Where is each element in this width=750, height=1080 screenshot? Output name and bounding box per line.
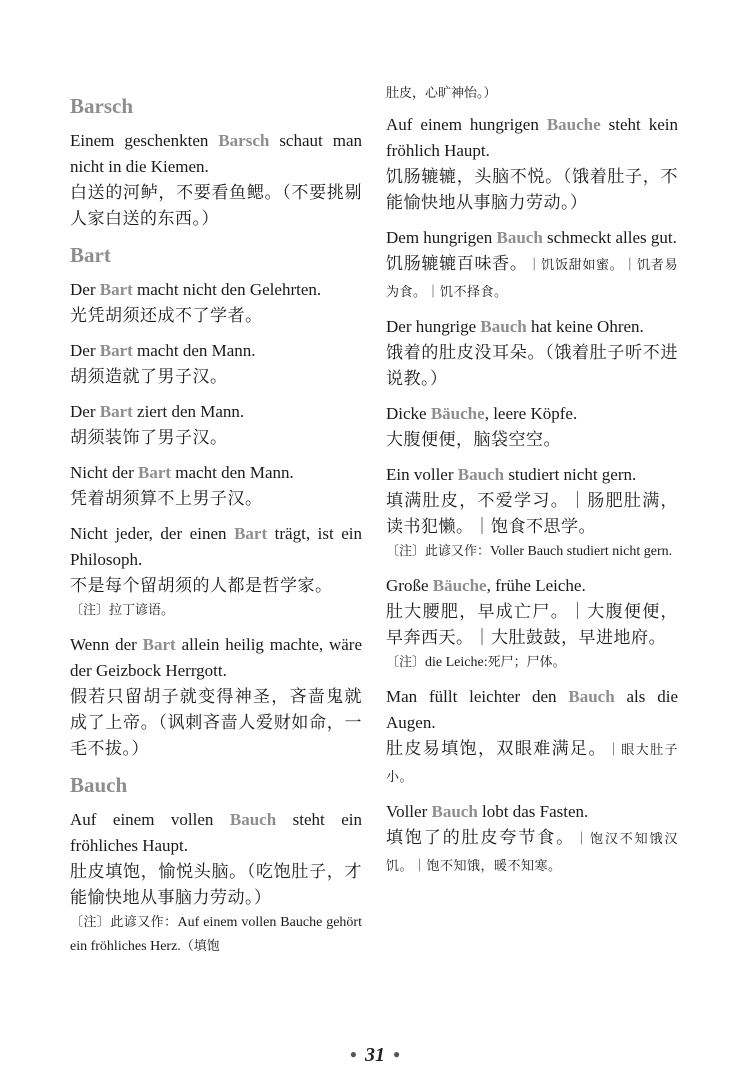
text: lobt das Fasten. [477,802,589,821]
chinese-translation: 肚大腰肥，早成亡尸。｜大腹便便，早奔西天。｜大肚鼓鼓，早进地府。 [386,602,678,648]
entry [386,462,678,564]
keyword: Bart [99,402,133,421]
note: 〔注〕拉丁谚语。 [70,603,175,618]
entry [70,399,362,451]
text: Wenn der [70,635,143,654]
text: Einem geschenkten [70,131,219,150]
note [386,540,678,564]
chinese-translation: 填满肚皮，不爱学习。｜肠肥肚满，读书犯懒。｜饱食不思学。 [386,491,678,537]
chinese-translation: 光凭胡须还成不了学者。 [70,306,263,326]
entry [70,128,362,232]
text: Auf einem hungrigen [386,115,547,134]
text: ｜眼大肚子小。 [386,743,678,785]
german-proverb [70,521,362,573]
note-text: die Leiche: [425,655,488,670]
keyword: Bart [234,524,268,543]
text: 肚皮易填饱，双眼难满足。 [386,739,607,759]
entry [386,573,678,675]
chinese-translation: 大腹便便，脑袋空空。 [386,430,561,450]
entry [70,460,362,512]
text: als die Augen. [386,687,678,732]
entry [70,807,362,959]
text: ｜饱汉不知饿汉饥。｜饱不知饿，暖不知寒。 [386,832,678,874]
german-proverb [70,807,362,859]
text: Man füllt leichter den [386,687,569,706]
note-text: 死尸；尸体。 [487,655,566,670]
text: steht kein fröhlich Haupt. [386,115,678,160]
keyword: Bauch [480,317,527,336]
text: Der [70,341,100,360]
note [70,911,362,959]
text: Der [70,402,100,421]
chinese-translation: 胡须装饰了男子汉。 [70,428,228,448]
german-proverb [386,462,678,488]
heading-bauch: Bauch [70,773,128,797]
text: schmeckt alles gut. [542,228,677,247]
chinese-translation: 不是每个留胡须的人都是哲学家。 [70,576,333,596]
note-label: 〔注〕此谚又作： [70,915,178,930]
text: 填饱了的肚皮夸节食。 [386,828,576,848]
keyword: Bäuche [430,404,485,423]
heading-barsch: Barsch [70,94,133,118]
german-proverb [386,401,678,427]
text: macht den Mann. [132,341,256,360]
german-proverb [70,277,362,303]
text: Nicht der [70,463,138,482]
text: 饥肠辘辘百味香。 [386,254,528,274]
german-proverb [70,632,362,684]
left-column [70,86,362,968]
keyword: Bart [137,463,172,482]
note [386,651,678,675]
text: Dicke [386,404,431,423]
text: Der [70,280,100,299]
entry [386,401,678,453]
chinese-translation: 肚皮填饱，愉悦头脑。（吃饱肚子，才能愉快地从事脑力劳动。） [70,862,362,908]
german-proverb [70,399,362,425]
keyword: Bart [142,635,176,654]
page-footer [0,1044,750,1067]
entry [386,314,678,392]
chinese-translation: 饥肠辘辘，头脑不悦。（饿着肚子，不能愉快地从事脑力劳动。） [386,167,678,213]
german-proverb [386,684,678,736]
heading-bart: Bart [70,243,111,267]
text: Voller [386,802,432,821]
text: steht ein fröhliches Haupt. [70,810,362,855]
text: Der hungrige [386,317,481,336]
german-proverb [70,338,362,364]
keyword: Bart [99,341,133,360]
chinese-translation: 胡须造就了男子汉。 [70,367,228,387]
chinese-translation: 白送的河鲈，不要看鱼鳃。（不要挑剔人家白送的东西。） [70,183,362,229]
text: schaut man nicht in die Kiemen. [70,131,362,176]
text: studiert nicht gern. [504,465,637,484]
entry [70,338,362,390]
text: Auf einem vollen [70,810,230,829]
entry [386,799,678,879]
text: macht nicht den Gelehrten. [132,280,322,299]
dot-icon: ● [349,1047,357,1061]
entry [70,632,362,762]
note-text: Auf einem vollen Bauche gehört ein fröhliches Herz. [70,915,362,954]
note-text: Voller Bauch studiert nicht gern. [490,544,673,559]
keyword: Bäuche [432,576,487,595]
german-proverb [70,460,362,486]
dot-icon: ● [393,1047,401,1061]
keyword: Bauch [457,465,505,484]
keyword: Bauch [568,687,615,706]
german-proverb [386,573,678,599]
german-proverb [386,799,678,825]
chinese-translation [386,825,678,879]
entry [386,112,678,216]
entry [386,225,678,305]
entry [70,277,362,329]
note-label: 〔注〕 [386,655,426,670]
chinese-translation: 假若只留胡子就变得神圣，吝啬鬼就成了上帝。（讽刺吝啬人爱财如命，一毛不拔。） [70,687,362,759]
keyword: Barsch [218,131,270,150]
chinese-translation: 饿着的肚皮没耳朵。（饿着肚子听不进说教。） [386,343,678,389]
note-label: 〔注〕此谚又作： [386,544,491,559]
keyword: Bart [99,280,133,299]
keyword: Bauch [229,810,277,829]
entry [386,684,678,790]
keyword: Bauch [496,228,543,247]
page-number: 31 [365,1044,385,1066]
text: Dem hungrigen [386,228,497,247]
text: allein heilig machte, wäre der Geizbock Herrgott. [70,635,363,680]
right-column [386,86,678,888]
text: ｜饥饭甜如蜜。｜饥者易为食。｜饥不择食。 [386,258,678,300]
text: Große [386,576,433,595]
text: Ein voller [386,465,458,484]
note-text: （填饱 [180,939,220,954]
chinese-translation [386,736,678,790]
german-proverb [386,112,678,164]
entry [70,521,362,623]
text: , frühe Leiche. [486,576,586,595]
keyword: Bauche [546,115,601,134]
text: macht den Mann. [171,463,294,482]
text: Nicht jeder, der einen [70,524,235,543]
chinese-translation [386,251,678,305]
german-proverb [386,314,678,340]
keyword: Bauch [431,802,478,821]
chinese-translation: 凭着胡须算不上男子汉。 [70,489,263,509]
text: hat keine Ohren. [526,317,644,336]
german-proverb [386,225,678,251]
text: trägt, ist ein Philosoph. [70,524,363,569]
german-proverb [70,128,362,180]
text: ziert den Mann. [132,402,245,421]
text: , leere Köpfe. [484,404,578,423]
note-continuation: 肚皮，心旷神怡。） [386,86,497,101]
